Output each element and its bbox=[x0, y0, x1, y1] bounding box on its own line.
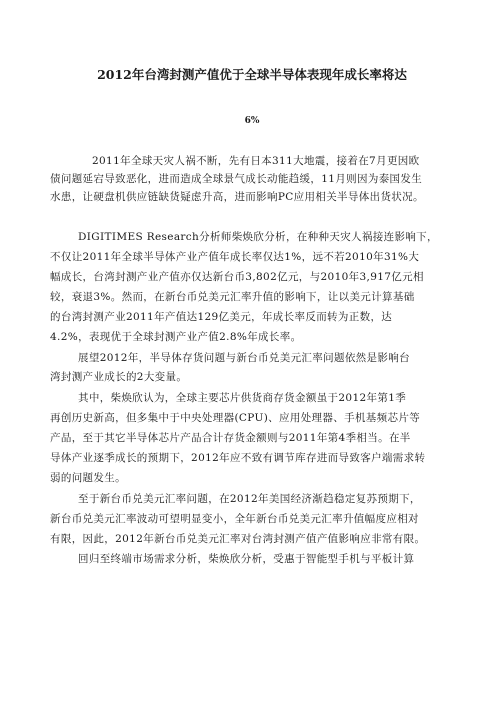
document-subtitle: 6% bbox=[244, 116, 260, 126]
paragraph-line: 产品，至于其它半导体芯片产品合计存货金额则与2011年第4季相当。在半 bbox=[50, 432, 411, 444]
paragraph-line: 债问题延宕导致恶化，进而造成全球景气成长动能趋缓，11月则因为泰国发生 bbox=[50, 173, 423, 185]
paragraph-line: 幅成长，台湾封测产业产值亦仅达新台币3,802亿元，与2010年3,917亿元相 bbox=[50, 271, 424, 283]
paragraph-line: 其中，柴焕欣认为，全球主要芯片供货商存货金额虽于2012年第1季 bbox=[78, 392, 407, 404]
document-title: 2012年台湾封测产值优于全球半导体表现年成长率将达 bbox=[97, 67, 407, 82]
paragraph-line: 4.2%，表现优于全球封测产业产值2.8%年成长率。 bbox=[50, 331, 302, 343]
paragraph-line: 的台湾封测产业2011年产值达129亿美元，年成长率反而转为正数，达 bbox=[50, 311, 393, 323]
paragraph-line: 弱的问题发生。 bbox=[50, 472, 126, 484]
paragraph-line: 展望2012年，半导体存货问题与新台币兑美元汇率问题依然是影响台 bbox=[78, 352, 410, 364]
paragraph-line: 导体产业逐季成长的预期下，2012年应不致有调节库存进而导致客户端需求转 bbox=[50, 452, 426, 464]
paragraph-line: 有限，因此，2012年新台币兑美元汇率对台湾封测产值产值影响应非常有限。 bbox=[50, 533, 426, 545]
paragraph-line: 回归至终端市场需求分析，柴焕欣分析，受惠于智能型手机与平板计算 bbox=[78, 553, 415, 565]
paragraph-line: DIGITIMES Research分析师柴焕欣分析，在种种天灾人祸接连影响下， bbox=[78, 231, 438, 243]
paragraph-line: 新台币兑美元汇率波动可望明显变小，全年新台币兑美元汇率升值幅度应相对 bbox=[50, 513, 419, 525]
paragraph-line: 较，衰退3%。然而，在新台币兑美元汇率升值的影响下，让以美元计算基础 bbox=[50, 291, 415, 303]
paragraph-line: 水患，让硬盘机供应链缺货疑虑升高，进而影响PC应用相关半导体出货状况。 bbox=[50, 191, 424, 203]
paragraph-line: 不仅让2011年全球半导体产业产值年成长率仅达1%，远不若2010年31%大 bbox=[50, 251, 420, 263]
paragraph-line: 再创历史新高，但多集中于中央处理器(CPU)、应用处理器、手机基频芯片等 bbox=[50, 412, 421, 424]
paragraph-line: 至于新台币兑美元汇率问题，在2012年美国经济渐趋稳定复苏预期下， bbox=[78, 493, 421, 505]
paragraph-line: 湾封测产业成长的2大变量。 bbox=[50, 371, 188, 383]
paragraph-line: 2011年全球天灾人祸不断，先有日本311大地震，接着在7月更因欧 bbox=[92, 155, 420, 167]
